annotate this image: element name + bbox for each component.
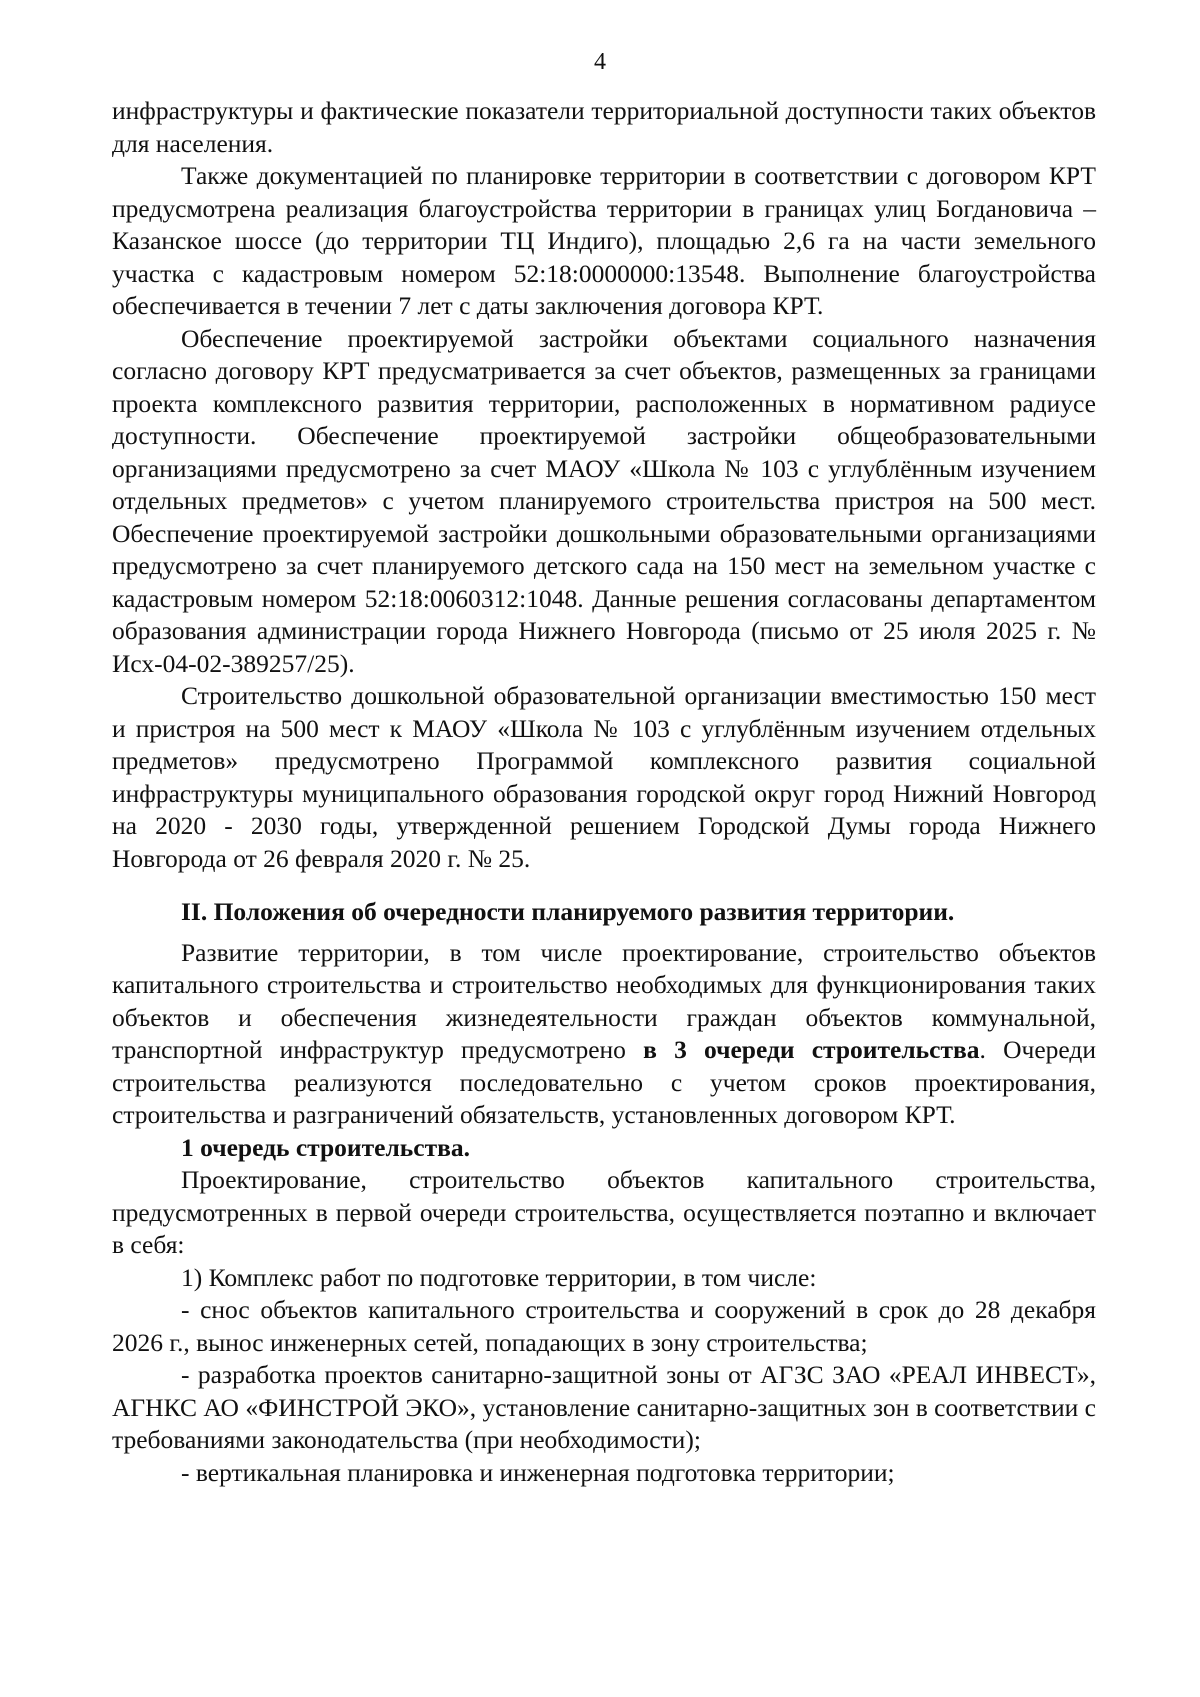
- list-subitem: - снос объектов капитального строительства и сооружений в срок до 28 декабря 2026 г., вынос инженерных сетей, попадающих в зону строительства;: [112, 1295, 1096, 1357]
- paragraph-continuation: инфраструктуры и фактические показатели территориальной доступности таких объектов для населения.: [112, 96, 1096, 158]
- stages-text-before: Развитие территории, в том числе проектирование, строительство объектов капитального строительства и строительство необходимых для функционирования таких объектов и обеспечения жизнедеятельности граждан объектов коммунальной, транспортной инфраструктур предусмотрено: [112, 937, 1096, 1064]
- document-body: [112, 95, 1096, 1489]
- paragraph-program: Строительство дошкольной образовательной организации вместимостью 150 мест и пристроя на 500 мест к МАОУ «Школа № 103 с углублённым изучением отдельных предметов» предусмотрено Программой комплексного развития социальной инфраструктуры муниципального образования городской округ город Нижний Новгород на 2020 - 2030 годы, утвержденной решением Городской Думы города Нижнего Новгорода от 26 февраля 2020 г. № 25.: [112, 681, 1096, 873]
- page-number: 4: [594, 49, 606, 75]
- list-subitem: - вертикальная планировка и инженерная подготовка территории;: [181, 1457, 895, 1487]
- list-subitem: - разработка проектов санитарно-защитной зоны от АГЗС ЗАО «РЕАЛ ИНВЕСТ», АГНКС АО «ФИНСТРОЙ ЭКО», установление санитарно-защитных зон в соответствии с требованиями законодательства (при необходимости);: [112, 1360, 1096, 1454]
- paragraph-stage-description: Проектирование, строительство объектов капитального строительства, предусмотренных в первой очереди строительства, осуществляется поэтапно и включает в себя:: [112, 1165, 1096, 1259]
- stages-text-bold: в 3 очереди строительства: [643, 1035, 980, 1064]
- list-item: 1) Комплекс работ по подготовке территории, в том числе:: [181, 1262, 817, 1292]
- stage-heading: 1 очередь строительства.: [181, 1132, 470, 1162]
- paragraph-construction-stages: [112, 937, 1096, 1132]
- paragraph-landscaping: Также документацией по планировке территории в соответствии с договором КРТ предусмотрена реализация благоустройства территории в границах улиц Богдановича – Казанское шоссе (до территории ТЦ Индиго), площадью 2,6 га на части земельного участка с кадастровым номером 52:18:0000000:13548. Выполнение благоустройства обеспечивается в течении 7 лет с даты заключения договора КРТ.: [112, 161, 1096, 320]
- section-heading: II. Положения об очередности планируемого развития территории.: [181, 897, 955, 926]
- stages-text-after: . Очереди строительства реализуются последовательно с учетом сроков проектирования, строительства и разграничений обязательств, установленных договором КРТ.: [112, 1035, 1096, 1129]
- paragraph-social-facilities: Обеспечение проектируемой застройки объектами социального назначения согласно договору КРТ предусматривается за счет объектов, размещенных за границами проекта комплексного развития территории, расположенных в нормативном радиусе доступности. Обеспечение проектируемой застройки общеобразовательными организациями предусмотрено за счет МАОУ «Школа № 103 с углублённым изучением отдельных предметов» с учетом планируемого строительства пристроя на 500 мест. Обеспечение проектируемой застройки дошкольными образовательными организациями предусмотрено за счет планируемого детского сада на 150 мест на земельном участке с кадастровым номером 52:18:0060312:1048. Данные решения согласованы департаментом образования администрации города Нижнего Новгорода (письмо от 25 июля 2025 г. № Исх-04-02-389257/25).: [112, 323, 1096, 678]
